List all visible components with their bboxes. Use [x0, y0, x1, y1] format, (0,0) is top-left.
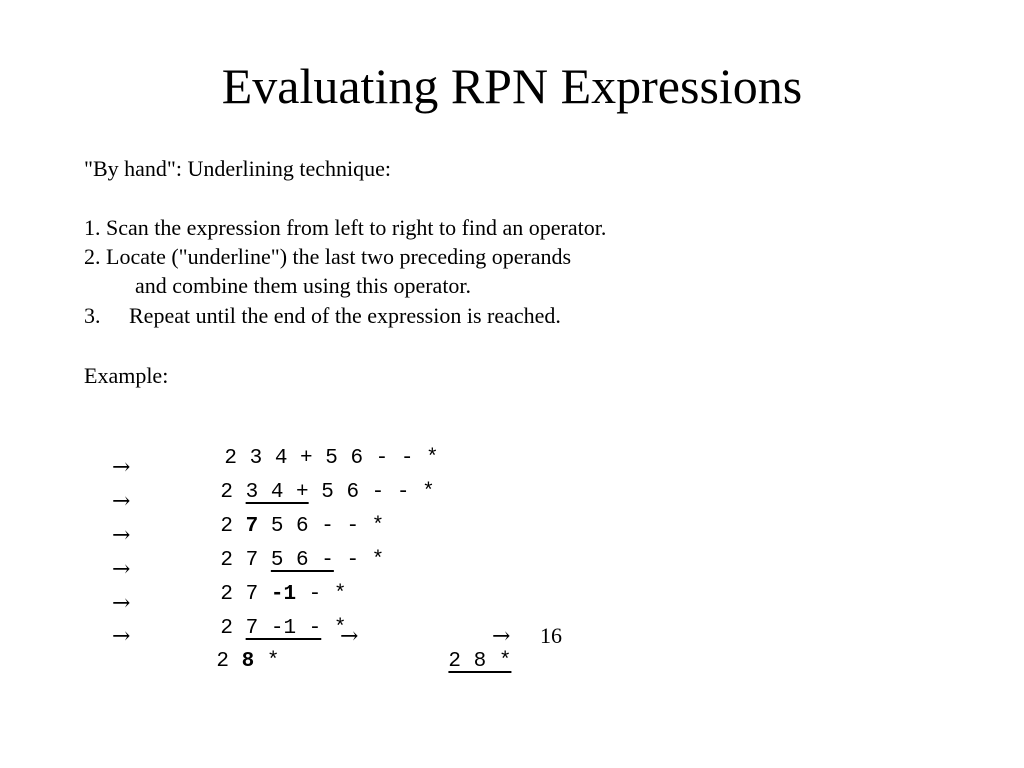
row-text: 2 3 4 + 5 6 - - * [224, 447, 439, 470]
final-result: 16 [540, 623, 562, 648]
result-value: -1 [270, 583, 297, 606]
example-label: Example: [84, 363, 169, 388]
arrow-icon: → [112, 624, 131, 649]
arrow-icon: → [112, 557, 131, 582]
step-3-text: Repeat until the end of the expression is reached. [129, 303, 561, 328]
row-text: 5 6 - - * [258, 515, 385, 538]
arrow-icon: → [340, 624, 359, 649]
underlined-operands: 2 8 * [448, 650, 512, 673]
row-text: 2 [216, 650, 242, 673]
result-value: 7 [245, 515, 259, 538]
arrow-icon: → [112, 455, 131, 480]
row-text: 2 7 [220, 549, 271, 572]
row-text: * [321, 617, 347, 640]
row-text: 2 7 [220, 583, 271, 606]
step-3-number: 3. [84, 303, 101, 328]
underlined-operands: 3 4 + [245, 481, 309, 504]
underlined-operands: 7 -1 - [245, 617, 322, 640]
row-text: 2 [220, 481, 246, 504]
step-2: 2. Locate ("underline") the last two preceding operands [84, 244, 572, 269]
row-text: - * [296, 583, 347, 606]
example-row-6 [166, 623, 279, 701]
arrow-icon: → [112, 523, 131, 548]
row-text: * [254, 650, 280, 673]
underlined-operands: 5 6 - [270, 549, 334, 572]
row-text: - * [333, 549, 385, 572]
arrow-icon: → [492, 624, 511, 649]
row-text: 5 6 - - * [308, 481, 435, 504]
row-text: 2 [220, 515, 246, 538]
arrow-icon: → [112, 591, 131, 616]
result-value: 8 [241, 650, 255, 673]
step-1: 1. Scan the expression from left to right to find an operator. [84, 215, 607, 240]
intro-text: "By hand": Underlining technique: [84, 156, 391, 181]
row-text: 2 [220, 617, 246, 640]
slide-title: Evaluating RPN Expressions [221, 58, 803, 114]
step-2-continued: and combine them using this operator. [135, 273, 472, 298]
arrow-icon: → [112, 489, 131, 514]
